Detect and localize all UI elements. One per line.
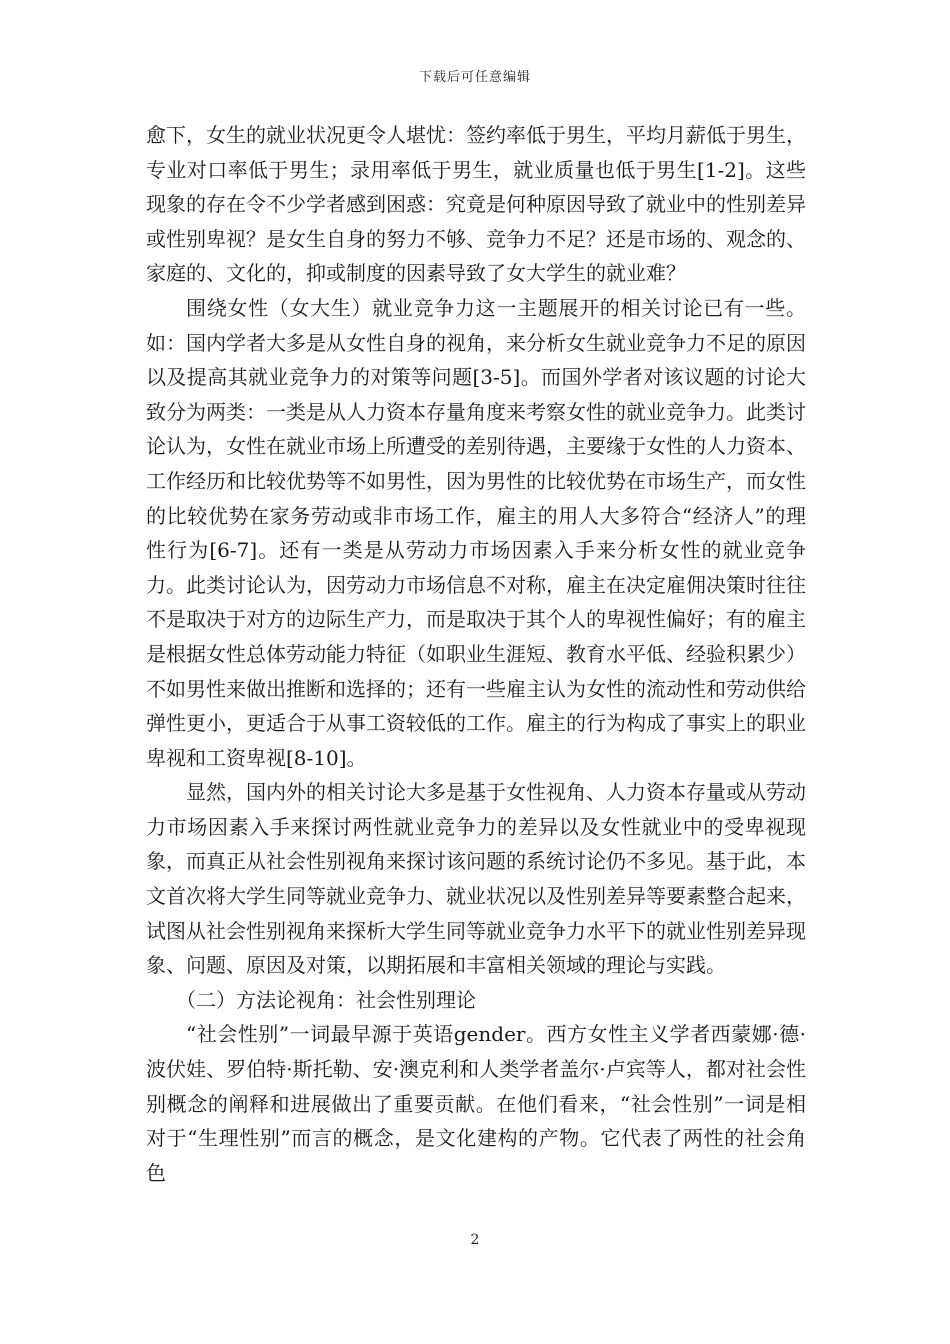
document-body (146, 118, 806, 1190)
paragraph-research-gap: 显然，国内外的相关讨论大多是基于女性视角、人力资本存量或从劳动力市场因素入手来探讨两性就业竞争力的差异以及女性就业中的受卑视现象，而真正从社会性别视角来探讨该问题的系统讨论仍不多见。基于此，本文首次将大学生同等就业竞争力、就业状况以及性别差异等要素整合起来，试图从社会性别视角来探析大学生同等就业竞争力水平下的就业性别差异现象、问题、原因及对策，以期拓展和丰富相关领域的理论与实践。 (146, 780, 806, 978)
section-heading-methodology: （二）方法论视角：社会性别理论 (176, 987, 476, 1012)
page-number: 2 (470, 1232, 480, 1248)
paragraph-continued: 愈下，女生的就业状况更令人堪忧：签约率低于男生，平均月薪低于男生，专业对口率低于男生；录用率低于男生，就业质量也低于男生[1-2]。这些现象的存在令不少学者感到困惑：究竟是何种原因导致了就业中的性别差异或性别卑视？是女生自身的努力不够、竞争力不足？还是市场的、观念的、家庭的、文化的，抑或制度的因素导致了女大学生的就业难？ (146, 123, 806, 286)
paragraph-gender-concept: “社会性别”一词最早源于英语gender。西方女性主义学者西蒙娜·德·波伏娃、罗伯特·斯托勒、安·澳克利和人类学者盖尔·卢宾等人，都对社会性别概念的阐释和进展做出了重要贡献。在他们看来，“社会性别”一词是相对于“生理性别”而言的概念，是文化建构的产物。它代表了两性的社会角色 (146, 1022, 806, 1185)
paragraph-related-research: 围绕女性（女大生）就业竞争力这一主题展开的相关讨论已有一些。如：国内学者大多是从女性自身的视角，来分析女生就业竞争力不足的原因以及提高其就业竞争力的对策等问题[3-5]。而国外学者对该议题的讨论大致分为两类：一类是从人力资本存量角度来考察女性的就业竞争力。此类讨论认为，女性在就业市场上所遭受的差别待遇，主要缘于女性的人力资本、工作经历和比较优势等不如男性，因为男性的比较优势在市场生产，而女性的比较优势在家务劳动或非市场工作，雇主的用人大多符合“经济人”的理性行为[6-7]。还有一类是从劳动力市场因素入手来分析女性的就业竞争力。此类讨论认为，因劳动力市场信息不对称，雇主在决定雇佣决策时往往不是取决于对方的边际生产力，而是取决于其个人的卑视性偏好；有的雇主是根据女性总体劳动能力特征（如职业生涯短、教育水平低、经验积累少）不如男性来做出推断和选择的；还有一些雇主认为女性的流动性和劳动供给弹性更小，更适合于从事工资较低的工作。雇主的行为构成了事实上的职业卑视和工资卑视[8-10]。 (146, 295, 806, 770)
page-header: 下载后可任意编辑 (418, 70, 531, 85)
